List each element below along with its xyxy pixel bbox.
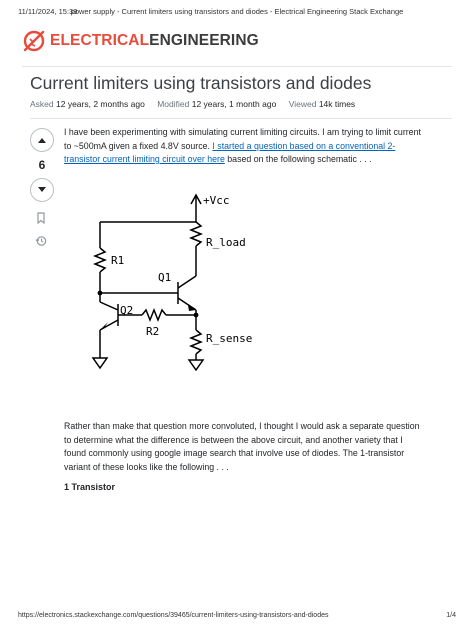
rsense-label: R_sense xyxy=(206,332,253,345)
upvote-button[interactable] xyxy=(30,128,54,152)
current-limiter-schematic xyxy=(90,190,320,390)
r2-label: R2 xyxy=(146,325,160,338)
site-logo[interactable] xyxy=(22,28,259,54)
meta-divider xyxy=(30,118,452,119)
rload-label: R_load xyxy=(206,236,246,249)
question-meta xyxy=(30,99,365,109)
q2-label: Q2 xyxy=(120,304,134,317)
vote-down-icon xyxy=(37,186,47,194)
previous-question-link[interactable]: I started a question based on a conventional 2-transistor current limiting circuit over here xyxy=(64,140,396,164)
bookmark-icon[interactable] xyxy=(35,212,47,224)
question-paragraph-2: Rather than make that question more convoluted, I thought I would ask a separate question to determine what the difference is between the above circuit, and another variety that I found commonly using google image search that involve use of diodes. The 1-transistor variant of these looks like the following . . . xyxy=(64,421,420,472)
vote-count: 6 xyxy=(38,158,46,172)
print-footer xyxy=(18,612,456,624)
vote-up-icon xyxy=(37,136,47,144)
print-datetime: 11/11/2024, 15:39 xyxy=(18,7,78,16)
print-page-title: power supply - Current limiters using transistors and diodes - Electrical Engineering Stack Exchange xyxy=(70,7,404,16)
downvote-button[interactable] xyxy=(30,178,54,202)
print-url: https://electronics.stackexchange.com/questions/39465/current-limiters-using-transistors-and-diodes xyxy=(18,612,329,619)
vcc-label: +Vcc xyxy=(203,194,230,207)
asked-label: Asked xyxy=(30,99,54,109)
vote-cell xyxy=(30,128,54,252)
question-title[interactable]: Current limiters using transistors and diodes xyxy=(30,73,372,93)
r1-label: R1 xyxy=(111,254,125,267)
site-logo-icon xyxy=(22,29,46,53)
viewed-value: 14k times xyxy=(318,99,356,109)
section-heading-1-transistor: 1 Transistor xyxy=(64,482,116,492)
question-paragraph-1: I have been experimenting with simulating current limiting circuits. I am trying to limit current to ~500mA given a fixed 4.8V source. I started a question based on a conventional 2-transistor current limiting circuit over here based on the following schematic . . . xyxy=(64,127,421,164)
modified-label: Modified xyxy=(157,99,190,109)
print-page-number: 1/4 xyxy=(446,612,456,619)
q1-label: Q1 xyxy=(158,271,172,284)
viewed-label: Viewed xyxy=(288,99,317,109)
history-icon[interactable] xyxy=(35,235,47,247)
asked-value: 12 years, 2 months ago xyxy=(56,99,145,109)
print-header xyxy=(18,7,456,19)
site-name: ELECTRICALENGINEERING xyxy=(50,32,259,49)
modified-value[interactable]: 12 years, 1 month ago xyxy=(191,99,277,109)
header-divider xyxy=(22,66,452,67)
